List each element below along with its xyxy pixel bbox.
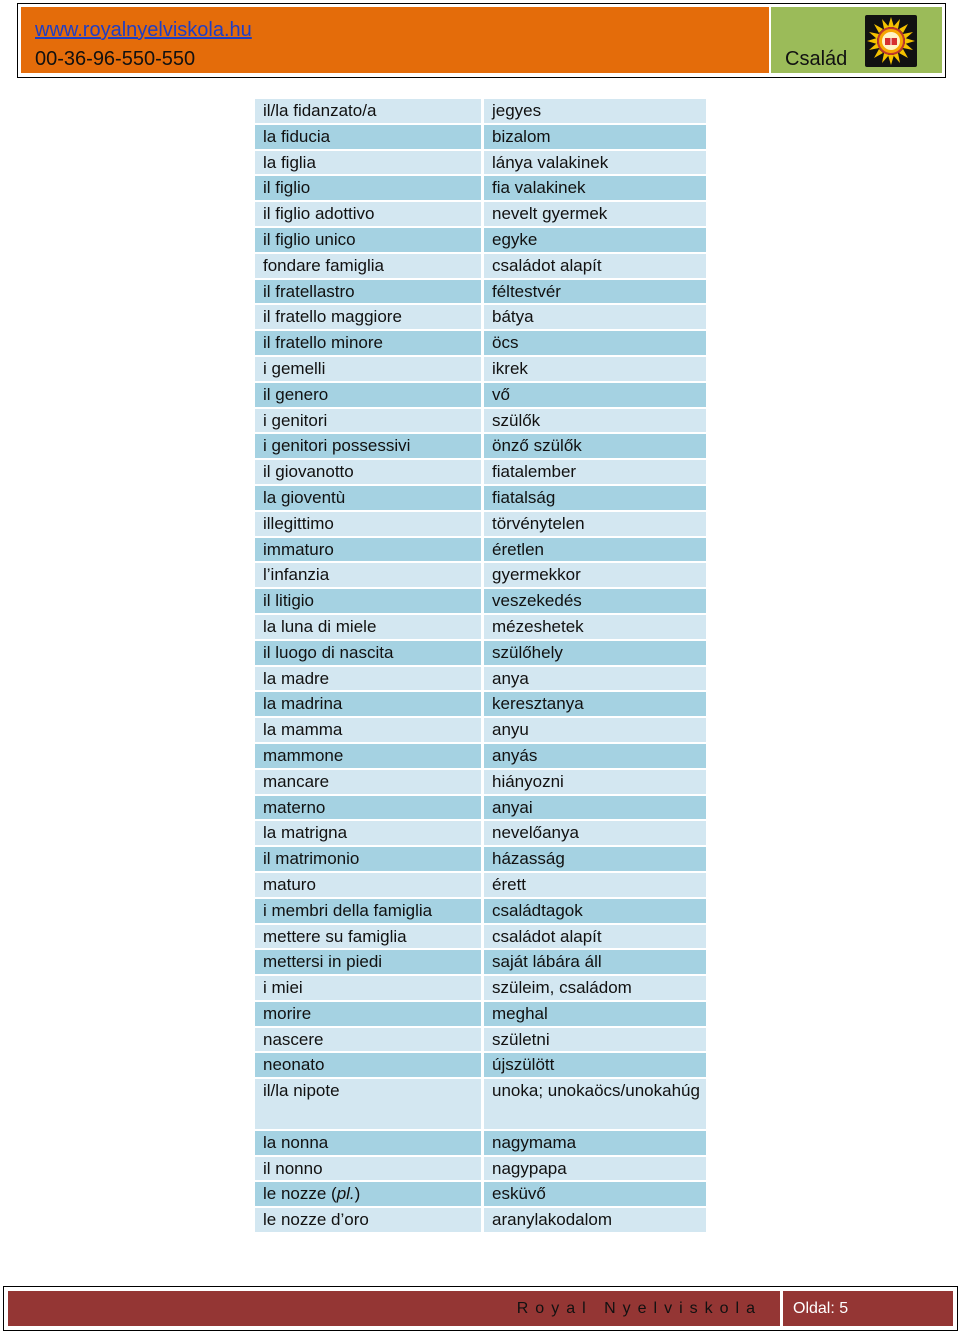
table-row [255, 847, 706, 871]
italian-term: fondare famiglia [255, 254, 481, 278]
table-row [255, 383, 706, 407]
italian-term: il/la nipote [255, 1079, 481, 1129]
table-row [255, 899, 706, 923]
italian-term: mettersi in piedi [255, 950, 481, 974]
page-footer [3, 1286, 958, 1331]
table-row [255, 770, 706, 794]
italian-term: il fratellastro [255, 280, 481, 304]
hungarian-translation: szülők [484, 409, 706, 433]
italian-term: il figlio unico [255, 228, 481, 252]
italian-term: il nonno [255, 1157, 481, 1181]
table-row [255, 331, 706, 355]
table-row [255, 1208, 706, 1232]
table-row [255, 976, 706, 1000]
table-row [255, 821, 706, 845]
italian-term: il giovanotto [255, 460, 481, 484]
hungarian-translation: veszekedés [484, 589, 706, 613]
hungarian-translation: törvénytelen [484, 512, 706, 536]
table-row [255, 1053, 706, 1077]
vocabulary-table [255, 99, 706, 1234]
italian-term: il genero [255, 383, 481, 407]
hungarian-translation: keresztanya [484, 692, 706, 716]
hungarian-translation: jegyes [484, 99, 706, 123]
table-row [255, 409, 706, 433]
hungarian-translation: ikrek [484, 357, 706, 381]
table-row [255, 305, 706, 329]
hungarian-translation: öcs [484, 331, 706, 355]
hungarian-translation: szüleim, családom [484, 976, 706, 1000]
hungarian-translation: anya [484, 667, 706, 691]
hungarian-translation: családtagok [484, 899, 706, 923]
table-row [255, 434, 706, 458]
hungarian-translation: bátya [484, 305, 706, 329]
hungarian-translation: fiatalság [484, 486, 706, 510]
italian-term: mancare [255, 770, 481, 794]
hungarian-translation: saját lábára áll [484, 950, 706, 974]
hungarian-translation: nevelt gyermek [484, 202, 706, 226]
hungarian-translation: gyermekkor [484, 563, 706, 587]
hungarian-translation: anyás [484, 744, 706, 768]
hungarian-translation: éretlen [484, 538, 706, 562]
italian-term: il/la fidanzato/a [255, 99, 481, 123]
hungarian-translation: nevelőanya [484, 821, 706, 845]
table-row [255, 692, 706, 716]
hungarian-translation: fiatalember [484, 460, 706, 484]
italian-term: le nozze (pl.) [255, 1182, 481, 1206]
page-title: Család [785, 48, 848, 70]
page-number: Oldal: 5 [793, 1300, 849, 1317]
table-row [255, 1079, 706, 1129]
table-row [255, 460, 706, 484]
table-row [255, 125, 706, 149]
hungarian-translation: nagymama [484, 1131, 706, 1155]
hungarian-translation: nagypapa [484, 1157, 706, 1181]
italian-term: materno [255, 796, 481, 820]
table-row [255, 950, 706, 974]
sun-book-logo-icon [865, 15, 917, 67]
hungarian-translation: unoka; unokaöcs/unokahúg [484, 1079, 706, 1129]
website-link[interactable]: www.royalnyelviskola.hu [35, 19, 252, 41]
hungarian-translation: érett [484, 873, 706, 897]
hungarian-translation: aranylakodalom [484, 1208, 706, 1232]
italian-term: il figlio [255, 176, 481, 200]
italian-term: le nozze d’oro [255, 1208, 481, 1232]
italian-term: la madre [255, 667, 481, 691]
hungarian-translation: önző szülők [484, 434, 706, 458]
italian-term: la gioventù [255, 486, 481, 510]
table-row [255, 99, 706, 123]
footer-side-bar [783, 1291, 953, 1326]
table-row [255, 718, 706, 742]
italian-term: i genitori possessivi [255, 434, 481, 458]
hungarian-translation: családot alapít [484, 925, 706, 949]
hungarian-translation: szülőhely [484, 641, 706, 665]
table-row [255, 538, 706, 562]
hungarian-translation: féltestvér [484, 280, 706, 304]
table-row [255, 151, 706, 175]
hungarian-translation: családot alapít [484, 254, 706, 278]
table-row [255, 1182, 706, 1206]
hungarian-translation: egyke [484, 228, 706, 252]
italian-term: mettere su famiglia [255, 925, 481, 949]
table-row [255, 512, 706, 536]
hungarian-translation: mézeshetek [484, 615, 706, 639]
footer-brand: Royal Nyelviskola [516, 1300, 762, 1317]
table-row [255, 667, 706, 691]
italian-term: la luna di miele [255, 615, 481, 639]
italian-term: il litigio [255, 589, 481, 613]
italian-term: il figlio adottivo [255, 202, 481, 226]
hungarian-translation: anyai [484, 796, 706, 820]
hungarian-translation: hiányozni [484, 770, 706, 794]
hungarian-translation: esküvő [484, 1182, 706, 1206]
table-row [255, 1002, 706, 1026]
table-row [255, 254, 706, 278]
table-row [255, 486, 706, 510]
table-row [255, 925, 706, 949]
hungarian-translation: bizalom [484, 125, 706, 149]
hungarian-translation: újszülött [484, 1053, 706, 1077]
table-row [255, 744, 706, 768]
italian-term: il luogo di nascita [255, 641, 481, 665]
italian-term: i miei [255, 976, 481, 1000]
italian-term: la fiducia [255, 125, 481, 149]
table-row [255, 280, 706, 304]
table-row [255, 641, 706, 665]
hungarian-translation: születni [484, 1028, 706, 1052]
italian-term: i genitori [255, 409, 481, 433]
hungarian-translation: lánya valakinek [484, 151, 706, 175]
table-row [255, 589, 706, 613]
footer-main-bar [8, 1291, 780, 1326]
italian-term: nascere [255, 1028, 481, 1052]
header-main-bar [21, 7, 769, 73]
italian-term: il matrimonio [255, 847, 481, 871]
table-row [255, 1028, 706, 1052]
italian-term: morire [255, 1002, 481, 1026]
table-row [255, 202, 706, 226]
italian-term: il fratello maggiore [255, 305, 481, 329]
header-side-bar [771, 7, 942, 73]
phone-number: 00-36-96-550-550 [35, 48, 196, 70]
table-row [255, 873, 706, 897]
italian-term: la mamma [255, 718, 481, 742]
hungarian-translation: meghal [484, 1002, 706, 1026]
italian-term: immaturo [255, 538, 481, 562]
italian-term: la nonna [255, 1131, 481, 1155]
italian-term: mammone [255, 744, 481, 768]
italian-term: la figlia [255, 151, 481, 175]
page-header [17, 3, 946, 78]
hungarian-translation: anyu [484, 718, 706, 742]
table-row [255, 615, 706, 639]
table-row [255, 1157, 706, 1181]
table-row [255, 228, 706, 252]
italian-term: illegittimo [255, 512, 481, 536]
table-row [255, 1131, 706, 1155]
italian-term: maturo [255, 873, 481, 897]
italian-term: neonato [255, 1053, 481, 1077]
italian-term: la matrigna [255, 821, 481, 845]
italian-term: i membri della famiglia [255, 899, 481, 923]
italian-term: il fratello minore [255, 331, 481, 355]
italian-term: i gemelli [255, 357, 481, 381]
hungarian-translation: fia valakinek [484, 176, 706, 200]
hungarian-translation: házasság [484, 847, 706, 871]
table-row [255, 796, 706, 820]
table-row [255, 563, 706, 587]
table-row [255, 176, 706, 200]
hungarian-translation: vő [484, 383, 706, 407]
italian-term: la madrina [255, 692, 481, 716]
table-row [255, 357, 706, 381]
italian-term: l’infanzia [255, 563, 481, 587]
